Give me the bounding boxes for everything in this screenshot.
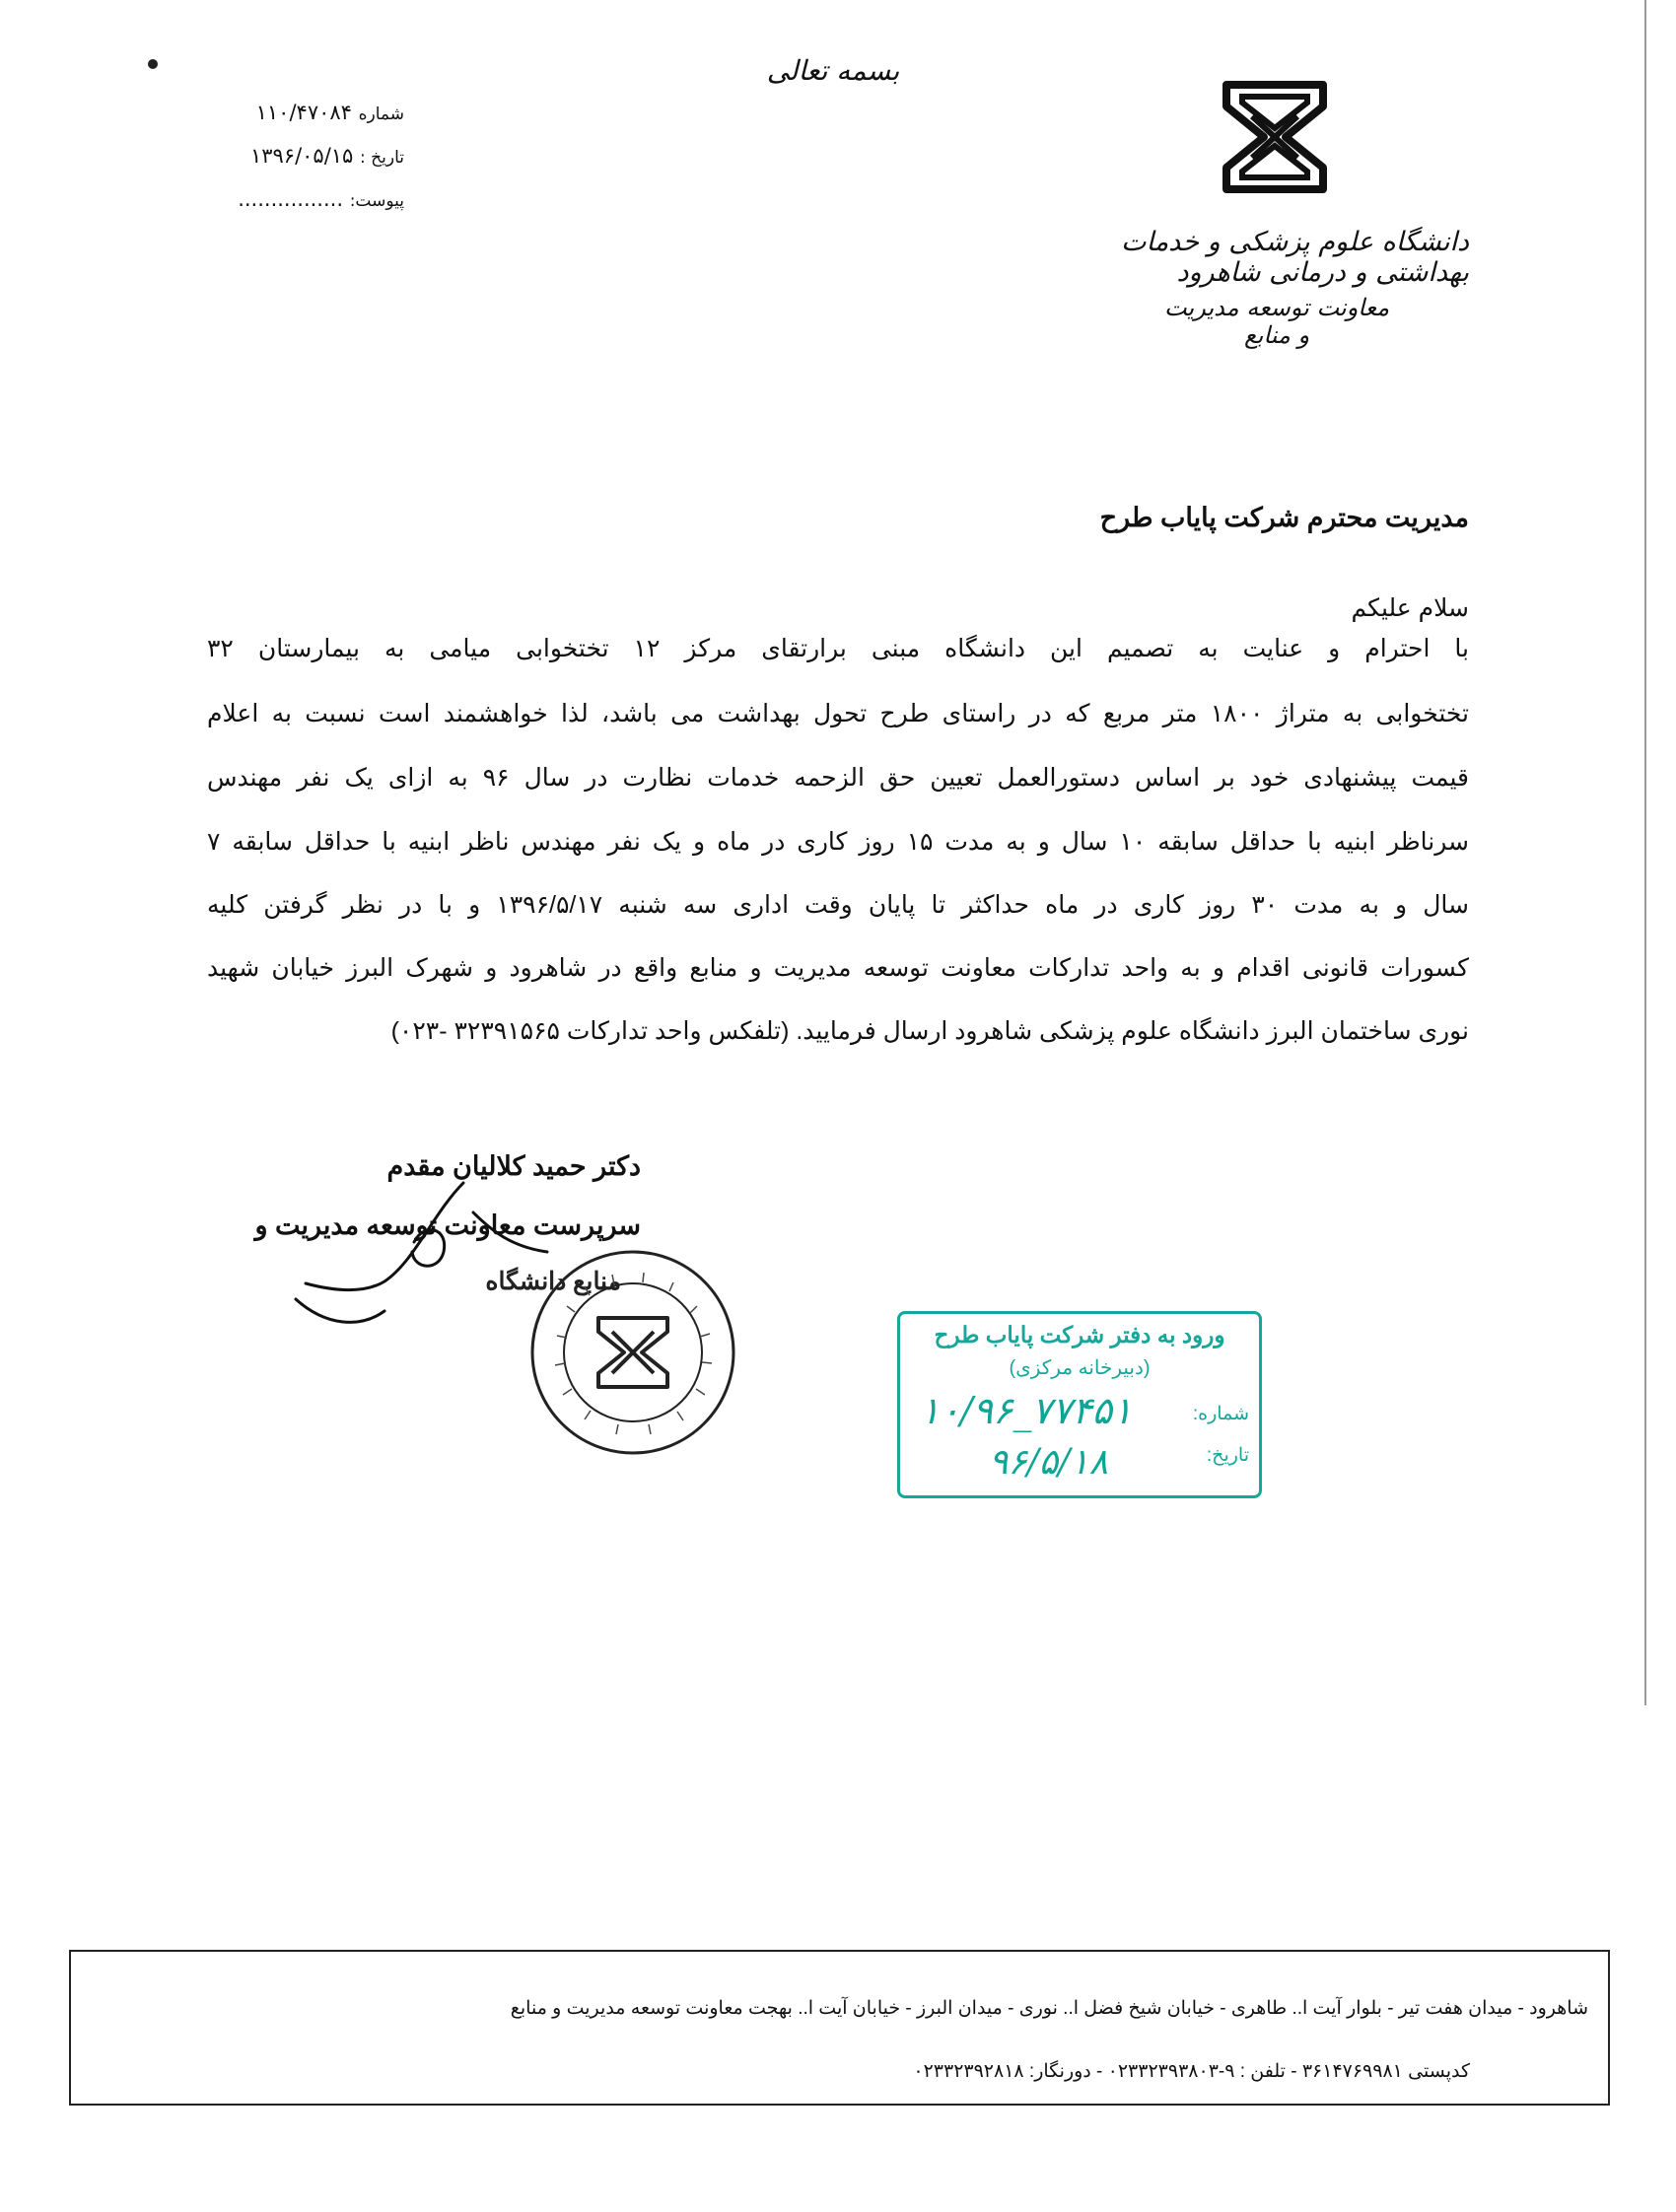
letter-number xyxy=(148,101,404,124)
footer-address-box xyxy=(69,1950,1610,2106)
stamp-number-label: شماره: xyxy=(1192,1404,1249,1424)
signatory-title: سرپرست معاونت توسعه مدیریت و xyxy=(254,1210,641,1240)
letter-attachment-label: پیوست: xyxy=(349,191,404,211)
signatory-title-continued: منابع دانشگاه xyxy=(485,1268,621,1295)
signatory-name: دکتر حمید کلالیان مقدم xyxy=(386,1151,641,1181)
footer-address: شاهرود - میدان هفت تیر - بلوار آیت ا.. طاهری - خیابان شیخ فضل ا.. نوری - میدان البرز - خیابان آیت ا.. بهجت معاونت توسعه مدیریت و منابع xyxy=(510,1998,1588,2019)
stamp-number-value: ۱۰/۹۶_۷۷۴۵۱ xyxy=(920,1389,1133,1432)
body-line-3: قیمت پیشنهادی خود بر اساس دستورالعمل تعیین حق الزحمه خدمات نظارت در سال ۹۶ به ازای یک نفر مهندس xyxy=(207,764,1469,792)
stamp-date-value: ۹۶/۵/۱۸ xyxy=(989,1442,1108,1483)
stamp-subtitle: (دبیرخانه مرکزی) xyxy=(1009,1357,1151,1379)
letter-date-label: تاریخ : xyxy=(360,148,404,168)
stamp-date-label: تاریخ: xyxy=(1206,1445,1249,1466)
official-round-seal-icon xyxy=(527,1247,739,1459)
letter-attachment-value: ................ xyxy=(238,187,343,211)
body-line-7: نوری ساختمان البرز دانشگاه علوم پزشکی شاهرود ارسال فرمایید. (تلفکس واحد تدارکات ۳۲۳۹۱۵۶۵ -۰۲۳) xyxy=(390,1017,1469,1045)
scan-dot xyxy=(148,59,158,69)
letter-date xyxy=(148,144,404,168)
body-line-2: تختخوابی به متراژ ۱۸۰۰ متر مربع که در راستای طرح تحول بهداشت می باشد، لذا خواهشمند است نسبت به اعلام xyxy=(207,700,1469,727)
recipient-line: مدیریت محترم شرکت پایاب طرح xyxy=(1099,503,1469,532)
greeting-line: سلام علیکم xyxy=(1351,594,1469,622)
footer-contact: کدپستی ۳۶۱۴۷۶۹۹۸۱ - تلفن : ۹-۰۲۳۳۲۳۹۳۸۰۳ - دورنگار: ۰۲۳۳۲۳۹۲۸۱۸ xyxy=(913,2061,1470,2082)
letter-attachment xyxy=(148,187,404,211)
stamp-title: ورود به دفتر شرکت پایاب طرح xyxy=(934,1322,1225,1348)
university-name: دانشگاه علوم پزشکی و خدمات بهداشتی و درمانی شاهرود xyxy=(1121,227,1469,288)
bismillah-heading: بسمه تعالی xyxy=(766,54,900,87)
university-logo-icon xyxy=(1215,77,1335,197)
letter-number-value: ۱۱۰/۴۷۰۸۴ xyxy=(255,101,352,124)
received-stamp xyxy=(897,1311,1262,1498)
body-line-1: با احترام و عنایت به تصمیم این دانشگاه مبنی برارتقای مرکز ۱۲ تختخوابی میامی به بیمارستان ۳۲ xyxy=(207,635,1469,662)
body-line-6: کسورات قانونی اقدام و به واحد تدارکات معاونت توسعه مدیریت و منابع واقع در شاهرود و شهرک البرز خیابان شهید xyxy=(207,954,1469,982)
department-name: معاونت توسعه مدیریت و منابع xyxy=(1163,294,1390,349)
letter-number-label: شماره xyxy=(358,104,404,124)
scan-edge-line xyxy=(1644,0,1646,1705)
body-line-4: سرناظر ابنیه با حداقل سابقه ۱۰ سال و به مدت ۱۵ روز کاری در ماه و یک نفر مهندس ناظر ابنیه با حداقل سابقه ۷ xyxy=(207,828,1469,856)
letter-date-value: ۱۳۹۶/۰۵/۱۵ xyxy=(249,144,354,168)
body-line-5: سال و به مدت ۳۰ روز کاری در ماه حداکثر تا پایان وقت اداری سه شنبه ۱۳۹۶/۵/۱۷ و با در نظر گرفتن کلیه xyxy=(207,891,1469,919)
